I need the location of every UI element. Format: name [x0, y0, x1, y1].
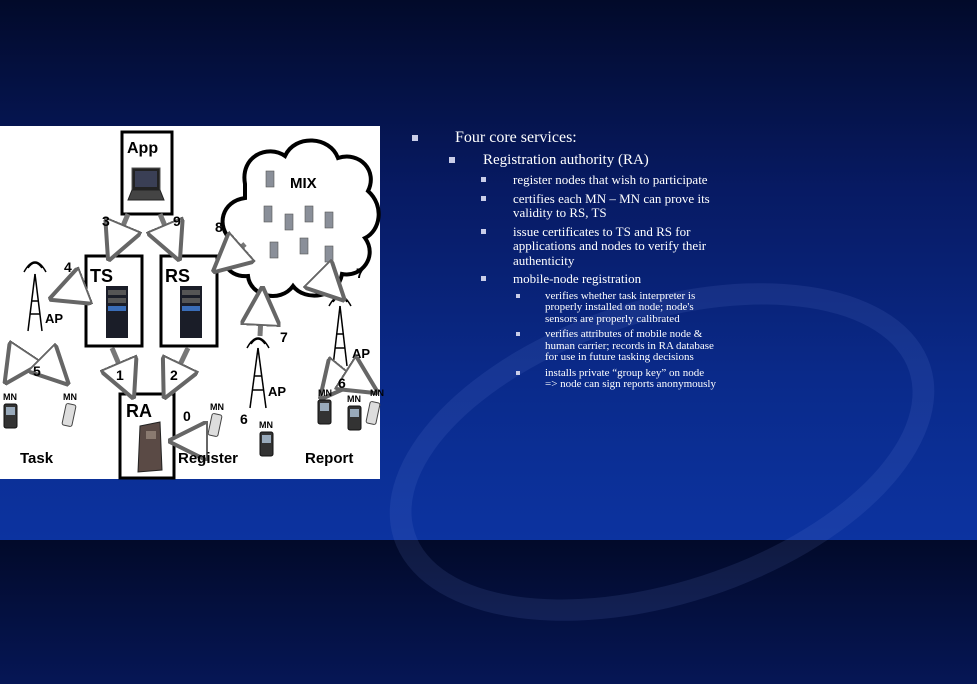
bullet-subitem: verifies attributes of mobile node & human carrier; records in RA database for use in future tasking decisions — [405, 329, 717, 364]
step-6-report: 6 — [338, 375, 346, 391]
mn-report-2 — [347, 394, 361, 430]
ap-right-icon — [329, 296, 351, 366]
rs-server-icon — [180, 286, 202, 338]
laptop-icon — [128, 168, 164, 200]
ap-middle-label: AP — [268, 384, 287, 399]
bullet-item: certifies each MN – MN can prove its validity to RS, TS — [405, 192, 717, 221]
svg-text:MN: MN — [347, 394, 361, 404]
step-7-middle: 7 — [280, 329, 288, 345]
step-4: 4 — [64, 259, 72, 275]
bullet-heading: Four core services: — [405, 128, 717, 147]
svg-text:MN: MN — [370, 388, 384, 398]
svg-text:MN: MN — [3, 392, 17, 402]
bullet-item: register nodes that wish to participate — [405, 173, 717, 188]
bullet-marker — [481, 229, 486, 234]
mn-task-2 — [62, 392, 77, 427]
bullet-marker — [412, 135, 418, 141]
step-3: 3 — [102, 213, 110, 229]
bullet-marker — [516, 294, 520, 298]
app-box — [122, 132, 172, 214]
architecture-diagram — [0, 126, 384, 479]
step-9: 9 — [173, 213, 181, 229]
bullet-item: mobile-node registration — [405, 272, 717, 287]
bullet-marker — [481, 276, 486, 281]
bullet-marker — [481, 196, 486, 201]
ts-server-icon — [106, 286, 128, 338]
app-label: App — [127, 140, 159, 157]
svg-text:MN: MN — [318, 388, 332, 398]
step-7-right: 7 — [356, 265, 364, 281]
mn-task-1 — [3, 392, 17, 428]
step-6-register: 6 — [240, 411, 248, 427]
step-0: 0 — [183, 408, 191, 424]
bullet-subitem: verifies whether task interpreter is properly installed on node; node's sensors are properly calibrated — [405, 291, 717, 326]
mix-label: MIX — [290, 175, 317, 192]
rs-label: RS — [165, 266, 191, 286]
svg-text:MN: MN — [259, 420, 273, 430]
mn-register-1 — [208, 402, 224, 437]
ra-box — [120, 394, 174, 478]
ap-middle-icon — [247, 338, 269, 408]
step-8: 8 — [215, 219, 223, 235]
ap-left-icon — [24, 262, 46, 331]
report-caption: Report — [305, 450, 354, 467]
bullet-marker — [481, 177, 486, 182]
rs-box — [161, 256, 217, 346]
svg-text:MN: MN — [210, 402, 224, 412]
mn-report-3 — [366, 388, 384, 425]
bullet-marker — [449, 157, 455, 163]
mn-register-2 — [259, 420, 273, 456]
ap-left-label: AP — [45, 311, 64, 326]
bullet-marker — [516, 332, 520, 336]
bullet-marker — [516, 371, 520, 375]
bullet-list — [405, 128, 717, 391]
task-caption: Task — [20, 450, 54, 467]
ap-right-label: AP — [352, 346, 371, 361]
step-2: 2 — [170, 367, 178, 383]
mn-report-1 — [318, 388, 332, 424]
ra-device-icon — [138, 422, 162, 472]
bullet-sub: Registration authority (RA) — [405, 151, 717, 169]
bullet-subitem: installs private “group key” on node => node can sign reports anonymously — [405, 368, 717, 391]
svg-text:MN: MN — [63, 392, 77, 402]
step-5: 5 — [33, 363, 41, 379]
bullet-item: issue certificates to TS and RS for applications and nodes to verify their authenticity — [405, 225, 717, 269]
mobile-nodes — [3, 388, 384, 456]
ra-label: RA — [126, 401, 152, 421]
ts-box — [86, 256, 142, 346]
register-caption: Register — [178, 450, 239, 467]
step-1: 1 — [116, 367, 124, 383]
ts-label: TS — [90, 266, 114, 286]
